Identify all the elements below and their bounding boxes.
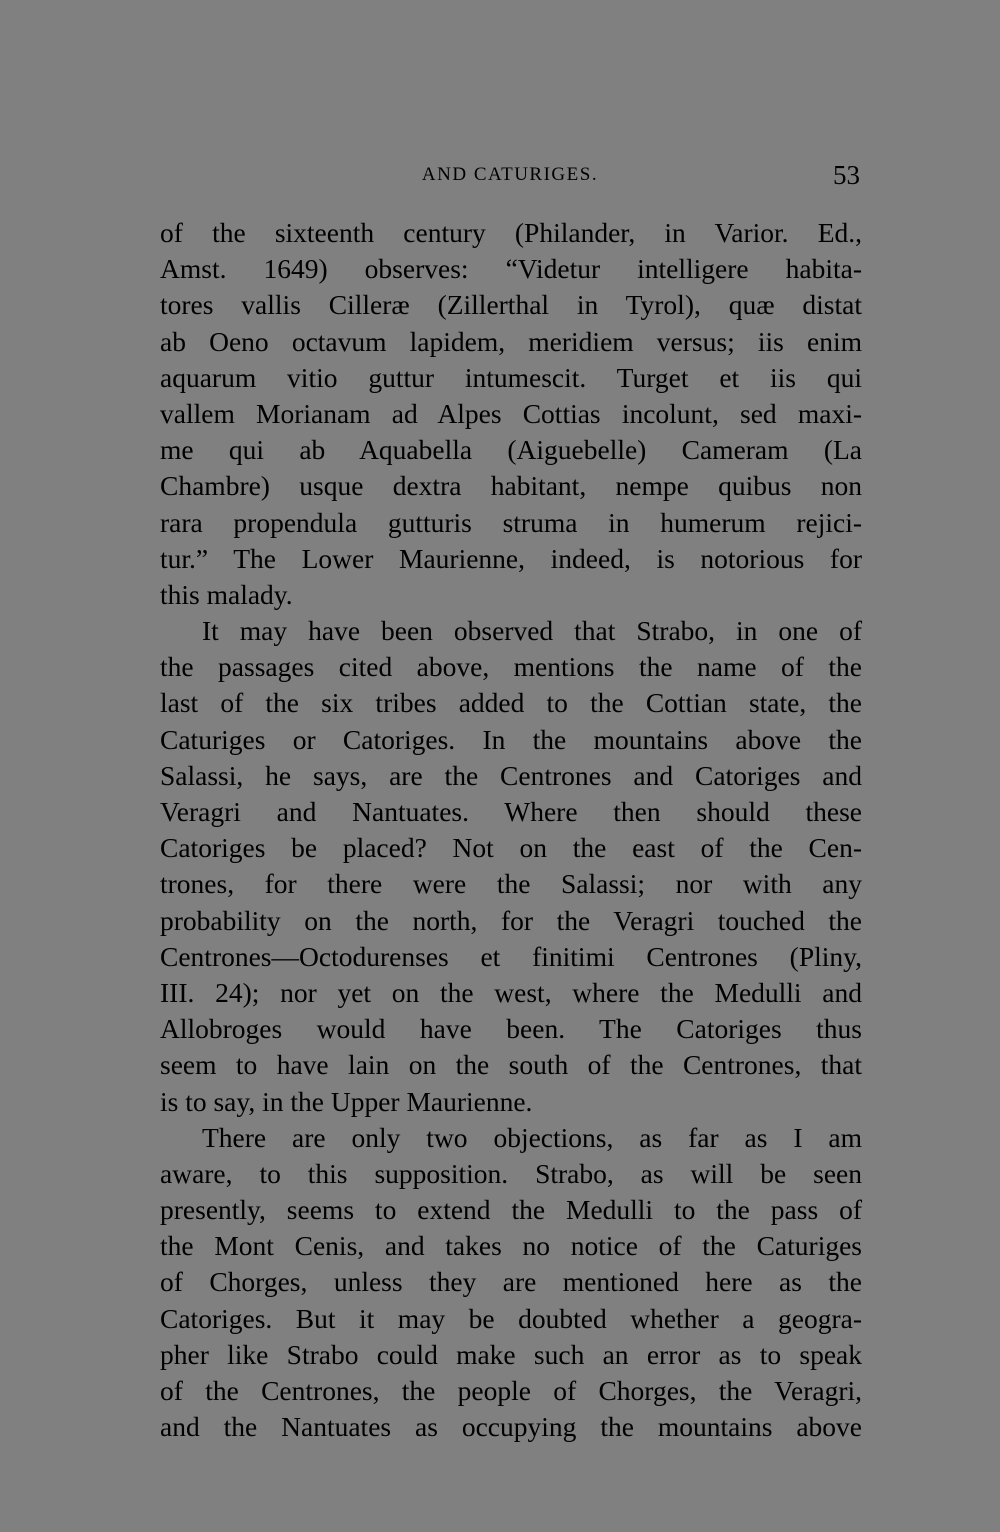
text-line: Centrones—Octodurenses et finitimi Centrones (Pliny, <box>160 940 862 972</box>
text-line: me qui ab Aquabella (Aiguebelle) Cameram (La <box>160 434 862 466</box>
text-line: III. 24); nor yet on the west, where the Medulli and <box>160 976 862 1008</box>
text-line: Catoriges. But it may be doubted whether a geogra- <box>160 1302 862 1334</box>
text-line: aware, to this supposition. Strabo, as will be seen <box>160 1157 862 1189</box>
text-line: Amst. 1649) observes: “Videtur intelligere habita- <box>160 253 862 285</box>
text-line: last of the six tribes added to the Cottian state, the <box>160 687 862 719</box>
text-line: the passages cited above, mentions the name of the <box>160 651 862 683</box>
running-head: AND CATURIGES. <box>421 164 599 185</box>
text-line: There are only two objections, as far as I am <box>202 1121 862 1153</box>
text-line: tur.” The Lower Maurienne, indeed, is notorious for <box>160 542 862 574</box>
text-line: tores vallis Cilleræ (Zillerthal in Tyrol), quæ distat <box>160 289 862 321</box>
text-line: of the sixteenth century (Philander, in Varior. Ed., <box>160 217 862 248</box>
text-line: ab Oeno octavum lapidem, meridiem versus; iis enim <box>160 325 862 357</box>
text-line: presently, seems to extend the Medulli to the pass of <box>160 1194 862 1226</box>
text-line: Veragri and Nantuates. Where then should these <box>160 796 862 827</box>
text-line: this malady. <box>160 578 293 610</box>
text-line: of the Centrones, the people of Chorges, the Veragri, <box>160 1375 862 1406</box>
text-line: Chambre) usque dextra habitant, nempe quibus non <box>160 470 862 502</box>
text-line: Allobroges would have been. The Catoriges thus <box>160 1013 862 1045</box>
body-text <box>160 215 862 1445</box>
page-number: 53 <box>833 160 860 190</box>
text-line: of Chorges, unless they are mentioned here as the <box>160 1266 862 1298</box>
text-line: the Mont Cenis, and takes no notice of the Caturiges <box>160 1230 862 1262</box>
text-line: vallem Morianam ad Alpes Cottias incolunt, sed maxi- <box>160 397 862 429</box>
text-line: aquarum vitio guttur intumescit. Turget et iis qui <box>160 361 862 393</box>
text-line: trones, for there were the Salassi; nor with any <box>160 868 862 900</box>
text-line: Caturiges or Catoriges. In the mountains above the <box>160 723 862 755</box>
text-line: Catoriges be placed? Not on the east of the Cen- <box>160 832 862 864</box>
page-header <box>160 160 860 196</box>
text-line: is to say, in the Upper Maurienne. <box>160 1085 533 1117</box>
text-line: probability on the north, for the Veragri touched the <box>160 904 862 936</box>
text-line: pher like Strabo could make such an error as to speak <box>160 1338 862 1370</box>
text-line: rara propendula gutturis struma in humerum rejici- <box>160 506 862 538</box>
text-line: seem to have lain on the south of the Centrones, that <box>160 1049 862 1081</box>
text-line: Salassi, he says, are the Centrones and Catoriges and <box>160 759 862 791</box>
text-line: and the Nantuates as occupying the mountains above <box>160 1411 862 1443</box>
text-line: It may have been observed that Strabo, in one of <box>202 615 862 647</box>
